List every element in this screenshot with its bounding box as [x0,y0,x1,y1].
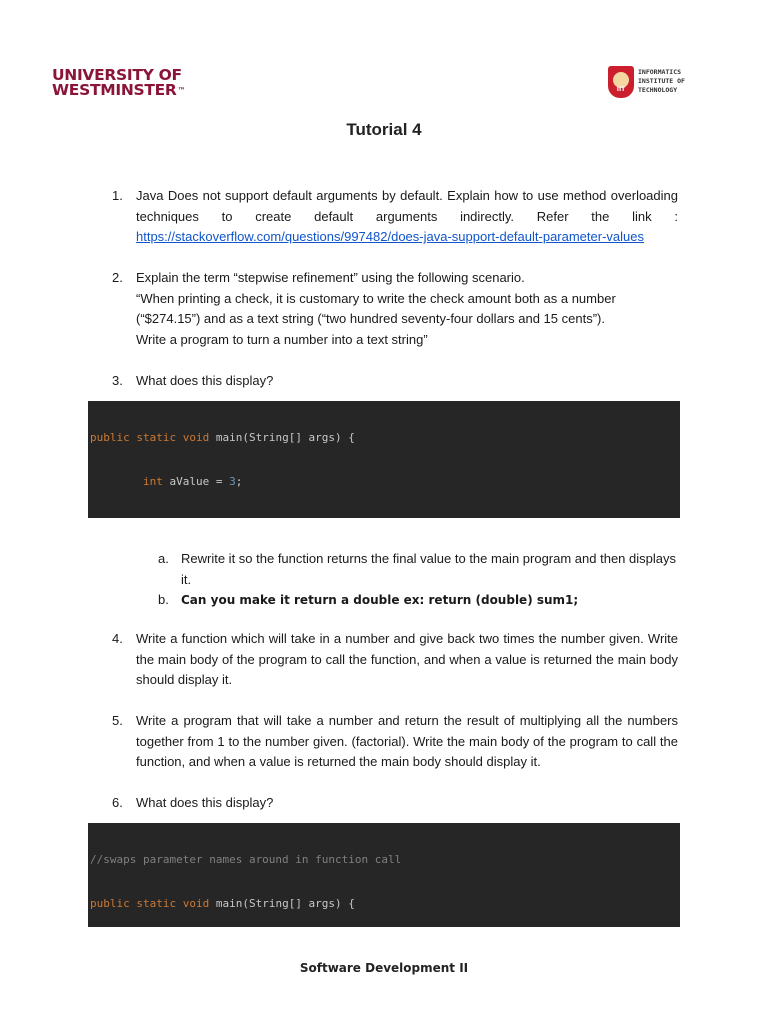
iit-seal-text: IIT [616,86,626,93]
code-line: //swaps parameter names around in function call [90,853,402,867]
question-text: Write a program that will take a number and return the result of multiplying all the numbers together from 1 to the number given. (factorial). Write the main body of the program to call the function, and when a value is returned the main body should display it. [136,713,678,769]
question-number: 3. [112,373,123,388]
sub-question-letter: a. [158,551,169,566]
question-3b [158,590,678,611]
iit-logo [608,66,688,100]
question-number: 2. [112,270,123,285]
university-logo-line1: UNIVERSITY OF [52,66,182,84]
question-number: 4. [112,631,123,646]
question-number: 6. [112,795,123,810]
sub-question-letter: b. [158,592,169,607]
iit-institute-name [638,68,688,95]
question-text: Explain the term “stepwise refinement” using the following scenario. [136,270,525,285]
iit-line3: TECHNOLOGY [638,86,678,94]
iit-seal-icon [608,66,634,98]
code-block-1 [88,401,680,518]
scenario-text: “When printing a check, it is customary to write the check amount both as a number (“$274.15”) and as a text string (“two hundred seventy-four dollars and 15 cents”). [136,290,616,326]
page-title: Tutorial 4 [346,120,422,139]
stackoverflow-link[interactable]: https://stackoverflow.com/questions/997482/does-java-support-default-parameter-values [136,229,644,244]
page-footer: Software Development II [299,961,469,975]
code-block-2 [88,823,680,927]
code-line: int aValue = 3; [142,474,243,488]
scenario-task: Write a program to turn a number into a text string” [136,331,428,347]
sub-question-text: Rewrite it so the function returns the final value to the main program and then displays it. [181,551,676,587]
question-6 [112,793,678,814]
question-1 [112,186,678,248]
university-logo-line2: WESTMINSTER [52,81,177,99]
sub-question-text: Can you make it return a double ex: return (double) sum1; [181,593,579,607]
question-text: What does this display? [136,373,274,388]
question-number: 5. [112,713,123,728]
question-text: Write a function which will take in a number and give back two times the number given. Write the main body of the program to call the function, and when a value is returned the main body should display it. [136,631,678,687]
code-line: public static void main(String[] args) { [90,431,355,445]
question-3a [158,549,678,590]
iit-line2: INSTITUTE OF [638,77,685,85]
question-4 [112,629,678,691]
question-2 [112,268,678,350]
university-logo-mark: ™ [177,86,186,95]
code-line: public static void main(String[] args) { [90,896,355,910]
question-number: 1. [112,188,123,203]
question-text: Java Does not support default arguments by default. Explain how to use method overloading techniques to create default arguments indirectly. Refer the link : [136,188,678,224]
question-text: What does this display? [136,795,274,810]
question-5 [112,711,678,773]
iit-line1: INFORMATICS [638,68,682,76]
university-of-westminster-logo [52,68,185,98]
question-3 [112,371,678,392]
